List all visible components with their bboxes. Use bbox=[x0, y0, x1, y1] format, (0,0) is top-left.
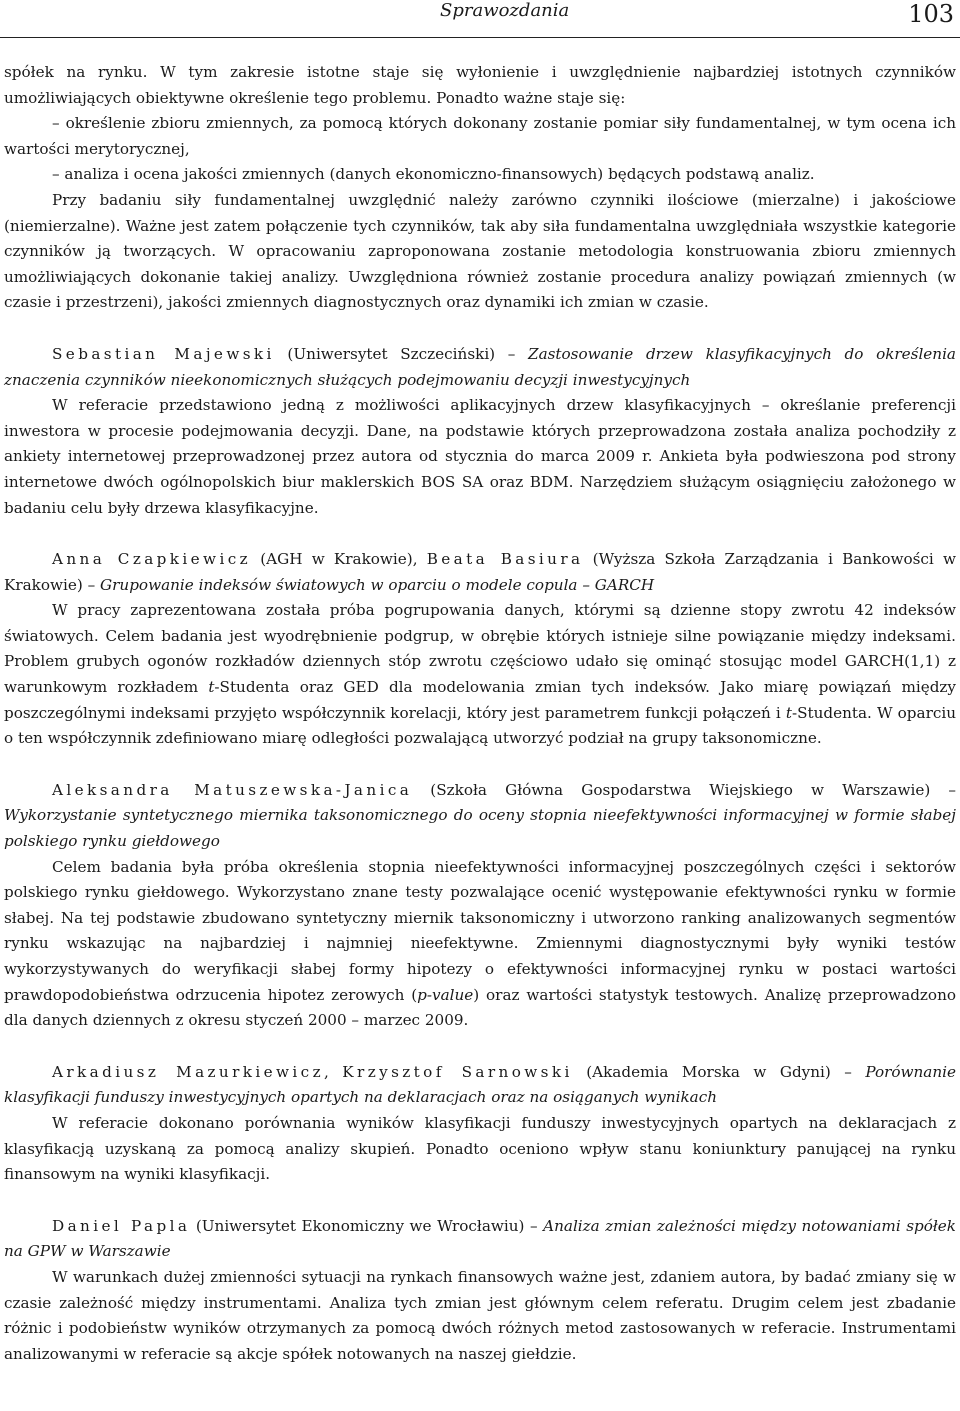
entry-abstract bbox=[4, 598, 956, 752]
paper-title: Wykorzystanie syntetycznego miernika taksonomicznego do oceny stopnia nieefektywności informacyjnej w formie słabej polskiego rynku giełdowego bbox=[4, 806, 956, 851]
separator: , bbox=[323, 1062, 343, 1081]
intro-paragraph: spółek na rynku. W tym zakresie istotne staje się wyłonienie i uwzględnienie najbardziej istotnych czynników umożliwiających obiektywne określenie tego problemu. Ponadto ważne staje się: bbox=[4, 63, 956, 107]
entry-heading bbox=[4, 342, 956, 393]
entry-abstract: W referacie dokonano porównania wyników klasyfikacji funduszy inwestycyjnych opartych na deklaracjach z klasyfikacją uzyskaną za pomocą analizy skupień. Ponadto oceniono wpływ stanu koniunktury panującej na rynku finansowym na wyniki klasyfikacji. bbox=[4, 1113, 956, 1184]
bullet-item: – analiza i ocena jakości zmiennych (danych ekonomiczno-finansowych) będących podstawą analiz. bbox=[52, 165, 815, 184]
author-name: Daniel Papla bbox=[52, 1216, 191, 1235]
author-name: Aleksandra Matuszewska-Janica bbox=[52, 780, 413, 799]
author-name: Sebastian Majewski bbox=[52, 344, 275, 363]
document-body bbox=[4, 60, 956, 1367]
affiliation: (Szkoła Główna Gospodarstwa Wiejskiego w Warszawie) – bbox=[412, 780, 956, 799]
abstract-symbol: p-value bbox=[417, 985, 474, 1004]
affiliation: (Uniwersytet Ekonomiczny we Wrocławiu) – bbox=[190, 1216, 544, 1235]
affiliation: (Wyższa Szkoła Zarządzania i Bankowości w Krakowie) – bbox=[4, 550, 956, 594]
entry-abstract bbox=[4, 855, 956, 1034]
running-title: Sprawozdania bbox=[440, 0, 570, 21]
entry-heading bbox=[4, 778, 956, 855]
affiliation: (AGH w Krakowie), bbox=[251, 550, 427, 569]
abstract-text: -Studenta. W oparciu o ten współczynnik zdefiniowano miarę odległości pozwalającą utworzyć podział na grupy taksonomiczne. bbox=[4, 703, 956, 748]
page-number: 103 bbox=[908, 0, 954, 28]
abstract-symbol: t bbox=[208, 678, 215, 697]
page-header bbox=[0, 0, 960, 36]
abstract-text: W pracy zaprezentowana została próba pogrupowania danych, którymi są dzienne stopy zwrotu 42 indeksów światowych. Celem badania jest wyodrębnienie podgrup, w obrębie których istnieje silne powiązanie między indeksami. Problem grubych ogonów rozkładów dziennych stóp zwrotu częściowo udało się ominąć stosując model GARCH(1,1) z warunkowym rozkładem bbox=[4, 601, 956, 697]
entry-heading bbox=[4, 547, 956, 598]
abstract-text: -Studenta oraz GED dla modelowania zmian tych indeksów. Jako miarę powiązań między poszczególnymi indeksami przyjęto współczynnik korelacji, który jest parametrem funkcji połączeń i bbox=[4, 678, 956, 722]
paper-title: Porównanie klasyfikacji funduszy inwestycyjnych opartych na deklaracjach oraz na osiąganych wynikach bbox=[4, 1062, 956, 1107]
abstract-symbol: t bbox=[785, 703, 792, 722]
abstract-text: Celem badania była próba określenia stopnia nieefektywności informacyjnej poszczególnych części i sektorów polskiego rynku giełdowego. Wykorzystano znane testy pozwalające ocenić występowanie efektywności rynku w formie słabej. Na tej podstawie zbudowano syntetyczny miernik taksonomiczny i utworzono ranking analizowanych segmentów rynku wskazując na najbardziej i najmniej nieefektywne. Zmiennymi diagnostycznymi były wyniki testów wykorzystywanych do weryfikacji słabej formy hipotezy o efektywności informacyjnej rynku w postaci wartości prawdopodobieństwa odrzucenia hipotez zerowych ( bbox=[4, 857, 956, 1004]
entry-heading bbox=[4, 1060, 956, 1111]
header-rule bbox=[0, 37, 960, 38]
author-name: Krzysztof Sarnowski bbox=[342, 1062, 573, 1081]
author-name: Arkadiusz Mazurkiewicz bbox=[52, 1062, 324, 1081]
abstract-text: ) oraz wartości statystyk testowych. Analizę przeprowadzono dla danych dziennych z okresu styczeń 2000 – marzec 2009. bbox=[4, 985, 956, 1030]
paper-title: Zastosowanie drzew klasyfikacyjnych do określenia znaczenia czynników nieekonomicznych służących podejmowaniu decyzji inwestycyjnych bbox=[4, 344, 956, 389]
entry-abstract: W referacie przedstawiono jedną z możliwości aplikacyjnych drzew klasyfikacyjnych – określanie preferencji inwestora w procesie podejmowania decyzji. Dane, na podstawie których przeprowadzona została analiza pochodziły z ankiety internetowej przeprowadzonej przez autora od stycznia do marca 2009 r. Ankieta była podwieszona pod strony internetowe dwóch ogólnopolskich biur maklerskich BOS SA oraz BDM. Narzędziem służącym osiągnięciu założonego w badaniu celu były drzewa klasyfikacyjne. bbox=[4, 396, 956, 517]
intro-paragraph: Przy badaniu siły fundamentalnej uwzględnić należy zarówno czynniki ilościowe (mierzalne) i jakościowe (niemierzalne). Ważne jest zatem połączenie tych czynników, tak aby siła fundamentalna uwzględniała wszystkie kategorie czynników ją tworzących. W opracowaniu zaproponowana zostanie metodologia konstruowania zbioru zmiennych umożliwiających dokonanie takiej analizy. Uwzględniona również zostanie procedura analizy powiązań zmiennych (w czasie i przestrzeni), jakości zmiennych diagnostycznych oraz dynamiki ich zmian w czasie. bbox=[4, 190, 956, 312]
bullet-item: – określenie zbioru zmiennych, za pomocą których dokonany zostanie pomiar siły fundamentalnej, w tym ocena ich wartości merytorycznej, bbox=[4, 114, 956, 158]
entry-heading bbox=[4, 1214, 956, 1265]
entry-abstract: W warunkach dużej zmienności sytuacji na rynkach finansowych ważne jest, zdaniem autora, by badać zmiany się w czasie zależność między instrumentami. Analiza tych zmian jest głównym celem referatu. Drugim celem jest zbadanie różnic i podobieństw wyników otrzymanych za pomocą dwóch różnych metod zastosowanych w referacie. Instrumentami analizowanymi w referacie są akcje spółek notowanych na naszej giełdzie. bbox=[4, 1267, 956, 1363]
paper-title: Grupowanie indeksów światowych w oparciu o modele copula – GARCH bbox=[100, 575, 655, 594]
paper-title: Analiza zmian zależności między notowaniami spółek na GPW w Warszawie bbox=[4, 1216, 956, 1261]
author-name: Beata Basiura bbox=[426, 550, 584, 569]
affiliation: (Uniwersytet Szczeciński) – bbox=[274, 344, 529, 363]
author-name: Anna Czapkiewicz bbox=[52, 550, 252, 569]
affiliation: (Akademia Morska w Gdyni) – bbox=[572, 1062, 866, 1081]
